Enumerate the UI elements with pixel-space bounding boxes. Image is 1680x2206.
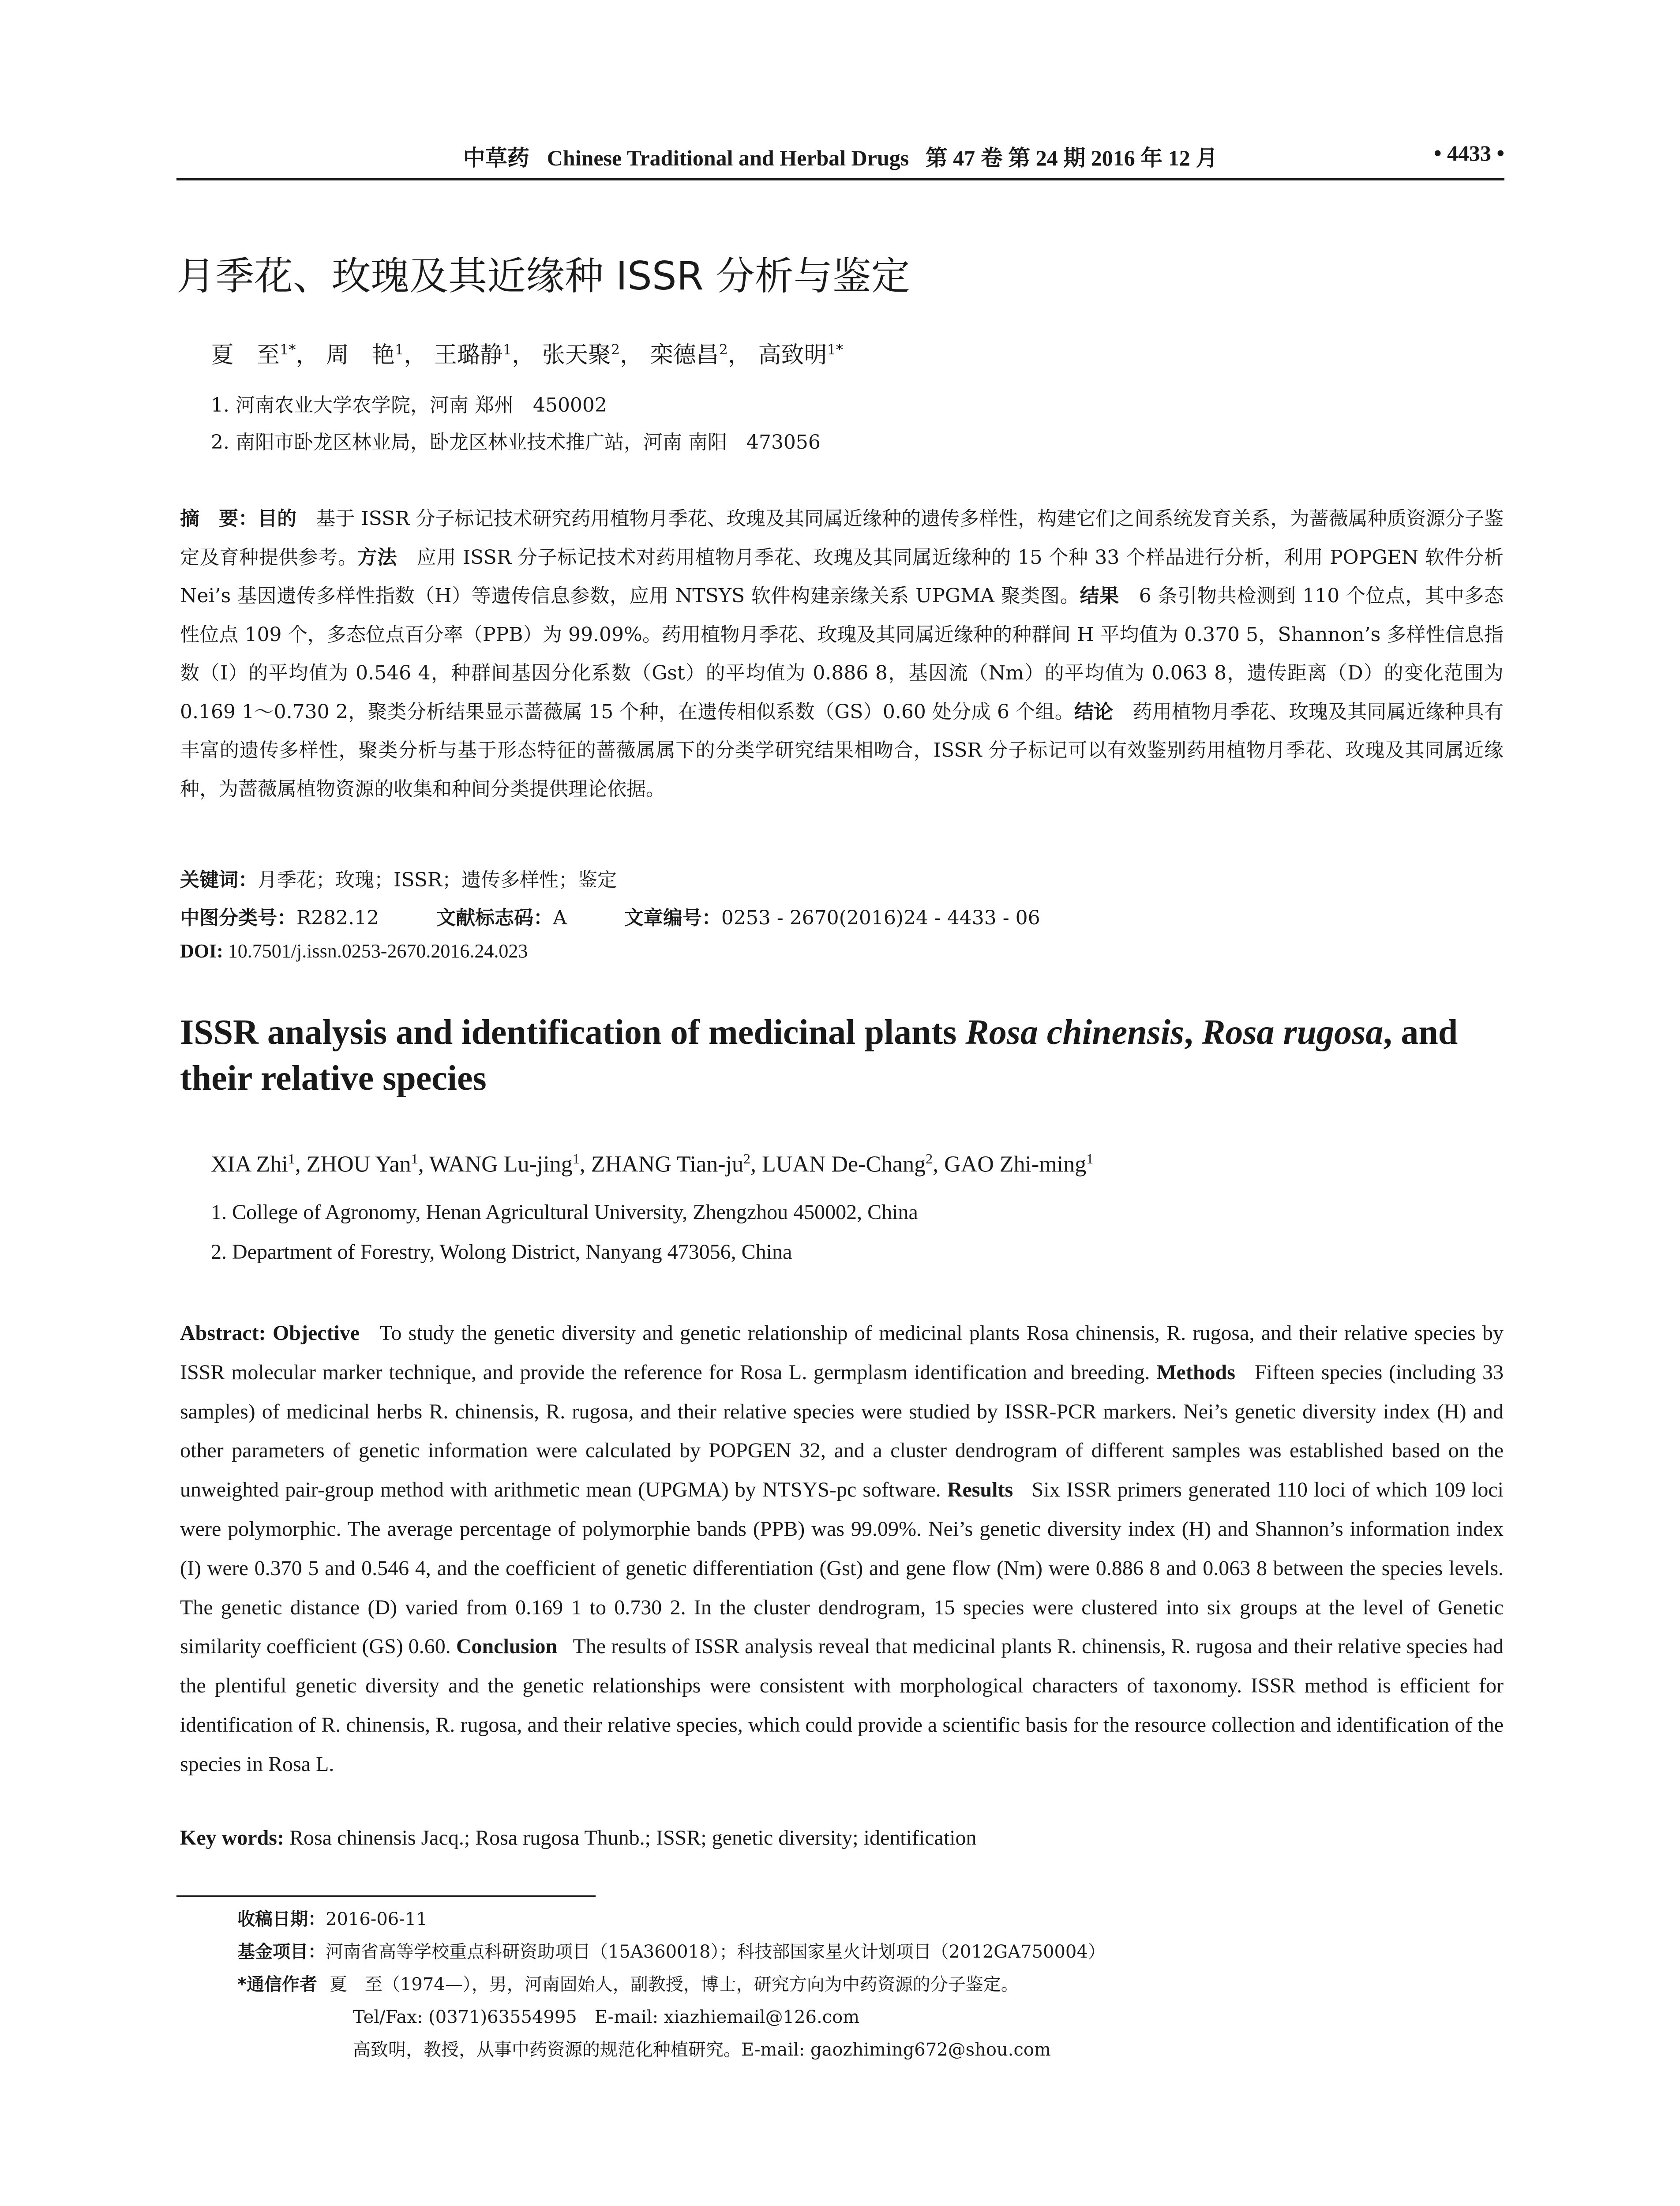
cn-results-text: 6 条引物共检测到 110 个位点，其中多态性位点 109 个，多态位点百分率（PPB）为 99.09%。药用植物月季花、玫瑰及其同属近缘种的种群间 H 平均值为 0.370 5，Shannon’s 多样性信息指数（I）的平均值为 0.546 4，种群间基因分化系数（Gst）的平均值为 0.886 8，基因流（Nm）的平均值为 0.063 8，遗传距离（D）的变化范围为 0.169 1～0.730 2，聚类分析结果显示蔷薇属 15 个种，在遗传相似系数（GS）0.60 处分成 6 个组。 <box>180 585 1504 723</box>
article-no-label: 文章编号： <box>624 907 721 929</box>
header-rule <box>176 178 1504 180</box>
cn-author-sup: 1* <box>827 341 843 358</box>
en-keywords-text: Rosa chinensis Jacq.; Rosa rugosa Thunb.; ISSR; genetic diversity; identification <box>289 1826 977 1850</box>
footnote-fund <box>237 1938 1106 1963</box>
cn-author-sup: 1 <box>394 341 404 358</box>
en-author: GAO Zhi-ming <box>944 1152 1087 1177</box>
cn-objective-text: 基于 ISSR 分子标记技术研究药用植物月季花、玫瑰及其同属近缘种的遗传多样性，构建它们之间系统发育关系，为蔷薇属种质资源分子鉴定及育种提供参考。 <box>180 507 1504 569</box>
en-author-sup: 2 <box>926 1151 933 1167</box>
cn-affiliation-1: 1. 河南农业大学农学院，河南 郑州 450002 <box>211 394 607 416</box>
cn-author-sup: 2 <box>611 341 620 358</box>
en-affiliation-2: 2. Department of Forestry, Wolong District, Nanyang 473056, China <box>211 1240 792 1264</box>
doi-line <box>180 940 528 962</box>
cn-author: 张天聚 <box>542 342 611 368</box>
cn-keywords-label: 关键词： <box>180 869 258 891</box>
cn-author-sup: 1 <box>502 341 512 358</box>
journal-name-en: Chinese Traditional and Herbal Drugs <box>547 146 909 170</box>
footnote-contact: Tel/Fax: (0371)63554995 E-mail: xiazhiemail@126.com <box>353 2007 860 2027</box>
journal-name-cn: 中草药 <box>463 145 529 171</box>
doc-code-label: 文献标志码： <box>436 907 553 929</box>
cn-abstract <box>180 499 1504 808</box>
en-author: WANG Lu-jing <box>429 1152 573 1177</box>
cn-affiliation-2: 2. 南阳市卧龙区林业局，卧龙区林业技术推广站，河南 南阳 473056 <box>211 431 821 454</box>
en-title-comma: , <box>1184 1013 1202 1052</box>
en-methods-text: Fifteen species (including 33 samples) of medicinal herbs R. chinensis, R. rugosa, and their relative species were studied by ISSR-PCR markers. Nei’s genetic diversity index (H) and other parameters of genetic information were calculated by POPGEN 32, and a cluster dendrogram of different samples was established based on the unweighted pair-group method with arithmetic mean (UPGMA) by NTSYS-pc software. <box>180 1360 1504 1502</box>
en-results-label: Results <box>947 1478 1013 1502</box>
en-objective-text: To study the genetic diversity and genetic relationship of medicinal plants Rosa chinensis, R. rugosa, and their relative species by ISSR molecular marker technique, and provide the reference for Rosa L. germplasm identification and breeding. <box>180 1321 1504 1384</box>
en-author: ZHANG Tian-ju <box>591 1152 743 1177</box>
en-author-sup: 1 <box>572 1151 580 1167</box>
clc-label: 中图分类号： <box>180 907 296 929</box>
en-author: LUAN De-Chang <box>761 1152 926 1177</box>
en-conclusion-text: The results of ISSR analysis reveal that medicinal plants R. chinensis, R. rugosa and their relative species had the plentiful genetic diversity and the genetic relationships were consistent with morphological characters of taxonomy. ISSR method is efficient for identification of R. chinensis, R. rugosa, and their relative species, which could provide a scientific basis for the resource collection and identification of the species in Rosa L. <box>180 1635 1504 1776</box>
footnote-second-author: 高致明，教授，从事中药资源的规范化种植研究。E-mail: gaozhiming672@shou.com <box>353 2040 1051 2060</box>
cn-author-sup: 2 <box>719 341 728 358</box>
fund-text: 河南省高等学校重点科研资助项目（15A360018）；科技部国家星火计划项目（2012GA750004） <box>326 1942 1106 1962</box>
en-author-sup: 1 <box>288 1151 295 1167</box>
running-header <box>176 140 1504 176</box>
cn-authors: 夏 至$^{1*}$， 周 艳$^1$， 王璐静$^1$， 张天聚$^2$， 栾德昌$^2$， 高致明$^{1*}$ <box>211 341 843 368</box>
cn-author: 栾德昌 <box>650 342 719 368</box>
en-author-sup: 1 <box>411 1151 418 1167</box>
footnote-rule <box>176 1895 596 1897</box>
received-label: 收稿日期： <box>237 1909 326 1929</box>
cn-title: 月季花、玫瑰及其近缘种 ISSR 分析与鉴定 <box>176 253 910 299</box>
cn-methods-text: 应用 ISSR 分子标记技术对药用植物月季花、玫瑰及其同属近缘种的 15 个种 33 个样品进行分析，利用 POPGEN 软件分析 Nei’s 基因遗传多样性指数（H）等遗传信息参数，应用 NTSYS 软件构建亲缘关系 UPGMA 聚类图。 <box>180 546 1504 607</box>
cn-author: 周 艳 <box>326 342 395 368</box>
en-abstract <box>180 1314 1504 1784</box>
page-number: • 4433 • <box>1433 141 1504 165</box>
en-authors: XIA Zhi$^1$, ZHOU Yan$^1$, WANG Lu-jing$^1$, ZHANG Tian-$ju^2$, LUAN De-Chang$^2$, GAO Zhi-ming$^1$ <box>211 1151 1094 1177</box>
doc-code-value: A <box>553 907 567 929</box>
en-methods-label: Methods <box>1156 1360 1235 1384</box>
en-conclusion-label: Conclusion <box>456 1635 558 1658</box>
en-title-species1: Rosa chinensis <box>965 1013 1185 1052</box>
corr-label: *通信作者 <box>237 1974 317 1995</box>
cn-author: 高致明 <box>758 342 827 368</box>
en-abstract-label: Abstract: Objective <box>180 1321 360 1345</box>
cn-keywords-text: 月季花；玫瑰；ISSR；遗传多样性；鉴定 <box>258 869 617 891</box>
en-title <box>180 1009 1504 1101</box>
footnote-received <box>237 1905 428 1930</box>
corr-text: 夏 至（1974—），男，河南固始人，副教授，博士，研究方向为中药资源的分子鉴定。 <box>329 1974 1019 1995</box>
cn-author-sup: 1* <box>280 341 296 358</box>
cn-author: 夏 至 <box>211 342 280 368</box>
footnote-corresponding <box>237 1970 1019 1996</box>
cn-author: 王璐静 <box>434 342 503 368</box>
cn-methods-label: 方法 <box>357 546 398 569</box>
fund-label: 基金项目： <box>237 1942 326 1962</box>
journal-issue: 第 47 卷 第 24 期 2016 年 12 月 <box>925 146 1218 170</box>
en-keywords-label: Key words: <box>180 1826 284 1850</box>
clc-value: R282.12 <box>296 907 379 929</box>
en-title-part1: ISSR analysis and identification of medicinal plants <box>180 1013 966 1052</box>
en-author-sup: 1 <box>1086 1151 1094 1167</box>
cn-conclusion-label: 结论 <box>1074 700 1114 723</box>
en-title-part2: , and their relative species <box>180 1013 1458 1098</box>
en-author: XIA Zhi <box>211 1152 288 1177</box>
en-results-text: Six ISSR primers generated 110 loci of which 109 loci were polymorphic. The average percentage of polymorphie bands (PPB) was 99.09%. Nei’s genetic diversity index (H) and Shannon’s information index (I) were 0.370 5 and 0.546 4, and the coefficient of genetic differentiation (Gst) and gene flow (Nm) were 0.886 8 and 0.063 8 between the species levels. The genetic distance (D) varied from 0.169 1 to 0.730 2. In the cluster dendrogram, 15 species were clustered into six groups at the level of Genetic similarity coefficient (GS) 0.60. <box>180 1478 1504 1658</box>
doi-label: DOI: <box>180 940 223 962</box>
en-title-species2: Rosa rugosa <box>1202 1013 1384 1052</box>
cn-keywords <box>180 864 617 892</box>
en-affiliation-1: 1. College of Agronomy, Henan Agricultural University, Zhengzhou 450002, China <box>211 1201 918 1224</box>
cn-objective-label: 目的 <box>258 507 297 530</box>
en-author: ZHOU Yan <box>306 1152 411 1177</box>
cn-conclusion-text: 药用植物月季花、玫瑰及其同属近缘种具有丰富的遗传多样性，聚类分析与基于形态特征的蔷薇属属下的分类学研究结果相吻合，ISSR 分子标记可以有效鉴别药用植物月季花、玫瑰及其同属近缘种，为蔷薇属植物资源的收集和种间分类提供理论依据。 <box>180 700 1504 800</box>
en-author-sup: 2 <box>743 1151 750 1167</box>
cn-abstract-label: 摘 要： <box>180 507 258 530</box>
cn-results-label: 结果 <box>1080 585 1120 607</box>
en-keywords <box>180 1826 977 1850</box>
journal-line <box>176 140 1504 172</box>
article-no-value: 0253 - 2670(2016)24 - 4433 - 06 <box>721 907 1040 929</box>
cn-classification <box>180 902 1040 930</box>
received-date: 2016-06-11 <box>326 1909 428 1929</box>
doi-link[interactable]: 10.7501/j.issn.0253-2670.2016.24.023 <box>228 940 528 962</box>
